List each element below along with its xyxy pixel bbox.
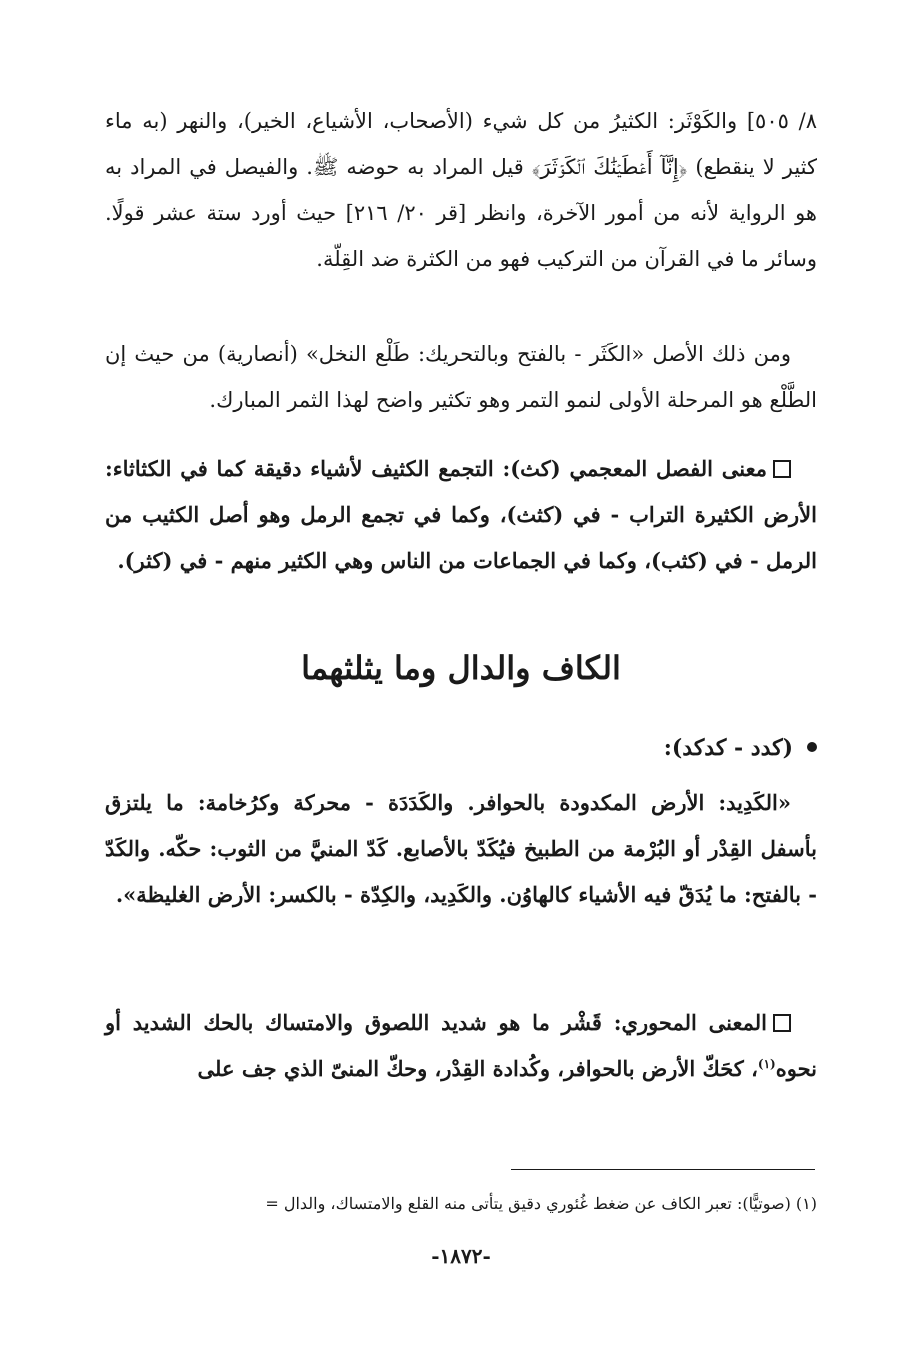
- paragraph-text: ٨/ ٥٠٥] والكَوْثَر: الكثيرُ من كل شيء (الأصحاب، الأشياع، الخير)، والنهر (به ماء كثير لا ينقطع) ﴿إِنَّآ أَعۡطَيۡنَٰكَ ٱلۡكَوۡثَرَ﴾ قيل المراد به حوضه ﷺ. والفيصل في المراد به هو الرواية لأنه من أمور الآخرة، وانظر [قر ٢٠/ ٢١٦] حيث أورد ستة عشر قولًا. وسائر ما في القرآن من التركيب فهو من الكثرة ضد القِلّة.: [105, 109, 817, 271]
- section-heading: الكاف والدال وما يثلثهما: [301, 649, 621, 687]
- paragraph-text: ومن ذلك الأصل «الكَثَر - بالفتح وبالتحريك: طَلْع النخل» (أنصارية) من حيث إن الطَّلْع هو المرحلة الأولى لنمو التمر وهو تكثير واضح لهذا الثمر المبارك.: [105, 342, 817, 412]
- paragraph-definition-quote: [105, 780, 817, 918]
- page-number: -١٨٧٢-: [431, 1244, 491, 1268]
- paragraph-text-continued: ، كحَكّ الأرض بالحوافر، وكُدادة القِدْر، وحكّ المنىّ الذي جف على: [197, 1056, 758, 1081]
- footnote: (١) (صوتيًّا): تعبر الكاف عن ضغط غُئوري دقيق يتأتى منه القلع والامتساك، والدال =: [265, 1194, 817, 1213]
- paragraph-text: معنى الفصل المعجمي (كث): التجمع الكثيف لأشياء دقيقة كما في الكثاثاء: الأرض الكثيرة التراب - في (كثث)، وكما في تجمع الرمل وهو أصل الكثيب من الرمل - في (كثب)، وكما في الجماعات من الناس وهي الكثير منهم - في (كثر).: [105, 456, 817, 573]
- square-marker-icon: [773, 460, 791, 478]
- footnote-reference: (١): [757, 1057, 776, 1071]
- paragraph-lexical-meaning: [105, 446, 817, 584]
- paragraph-text: «الكَدِيد: الأرض المكدودة بالحوافر. والكَدَدَة - محركة وكرُخامة: ما يلتزق بأسفل القِدْر أو البُرْمة من الطبيخ فيُكَدّ بالأصابع. كَدّ المنيَّ من الثوب: حكّه. والكَدّ - بالفتح: ما يُدَقّ فيه الأشياء كالهاوُن. والكَدِيد، والكِدّة - بالكسر: الأرض الغليظة».: [105, 790, 817, 907]
- paragraph-text: المعنى المحوري: قَشْر ما هو شديد اللصوق والامتساك بالحك الشديد أو نحوه: [105, 1010, 817, 1081]
- entry-heading: [105, 726, 817, 770]
- footnote-divider: [511, 1169, 815, 1170]
- entry-heading-text: (كدد - كدكد):: [663, 735, 793, 761]
- paragraph-core-meaning: [105, 1000, 817, 1092]
- square-marker-icon: [773, 1014, 791, 1032]
- paragraph-kathar: [105, 331, 817, 423]
- paragraph-kawthar: [105, 98, 817, 282]
- bullet-icon: [807, 742, 817, 752]
